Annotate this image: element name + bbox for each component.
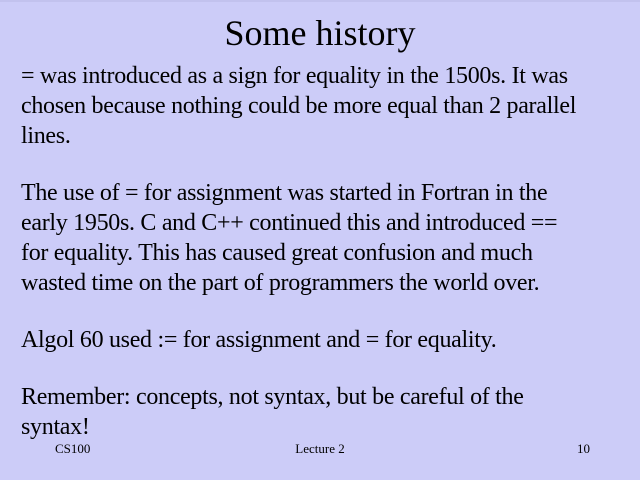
paragraph-line: syntax! [21,414,90,440]
slide-body [0,61,640,442]
slide-paragraph [21,325,630,355]
paragraph-line: for equality. This has caused great confusion and much [21,240,533,266]
paragraph-line: early 1950s. C and C++ continued this and introduced == [21,210,558,236]
slide-paragraph [21,61,630,151]
slide-title: Some history [224,13,416,53]
paragraph-line: Algol 60 used := for assignment and = for equality. [21,327,497,353]
paragraph-line: = was introduced as a sign for equality in the 1500s. It was [21,63,568,89]
paragraph-line: Remember: concepts, not syntax, but be careful of the [21,384,524,410]
footer-lecture-label: Lecture 2 [295,441,345,456]
slide-paragraph [21,382,630,442]
slide-paragraph [21,178,630,298]
paragraph-line: chosen because nothing could be more equal than 2 parallel [21,93,577,119]
footer-page-number: 10 [577,441,590,456]
paragraph-line: The use of = for assignment was started in Fortran in the [21,180,548,206]
paragraph-line: wasted time on the part of programmers the world over. [21,270,540,296]
paragraph-line: lines. [21,123,71,149]
footer-course-label: CS100 [55,441,91,456]
